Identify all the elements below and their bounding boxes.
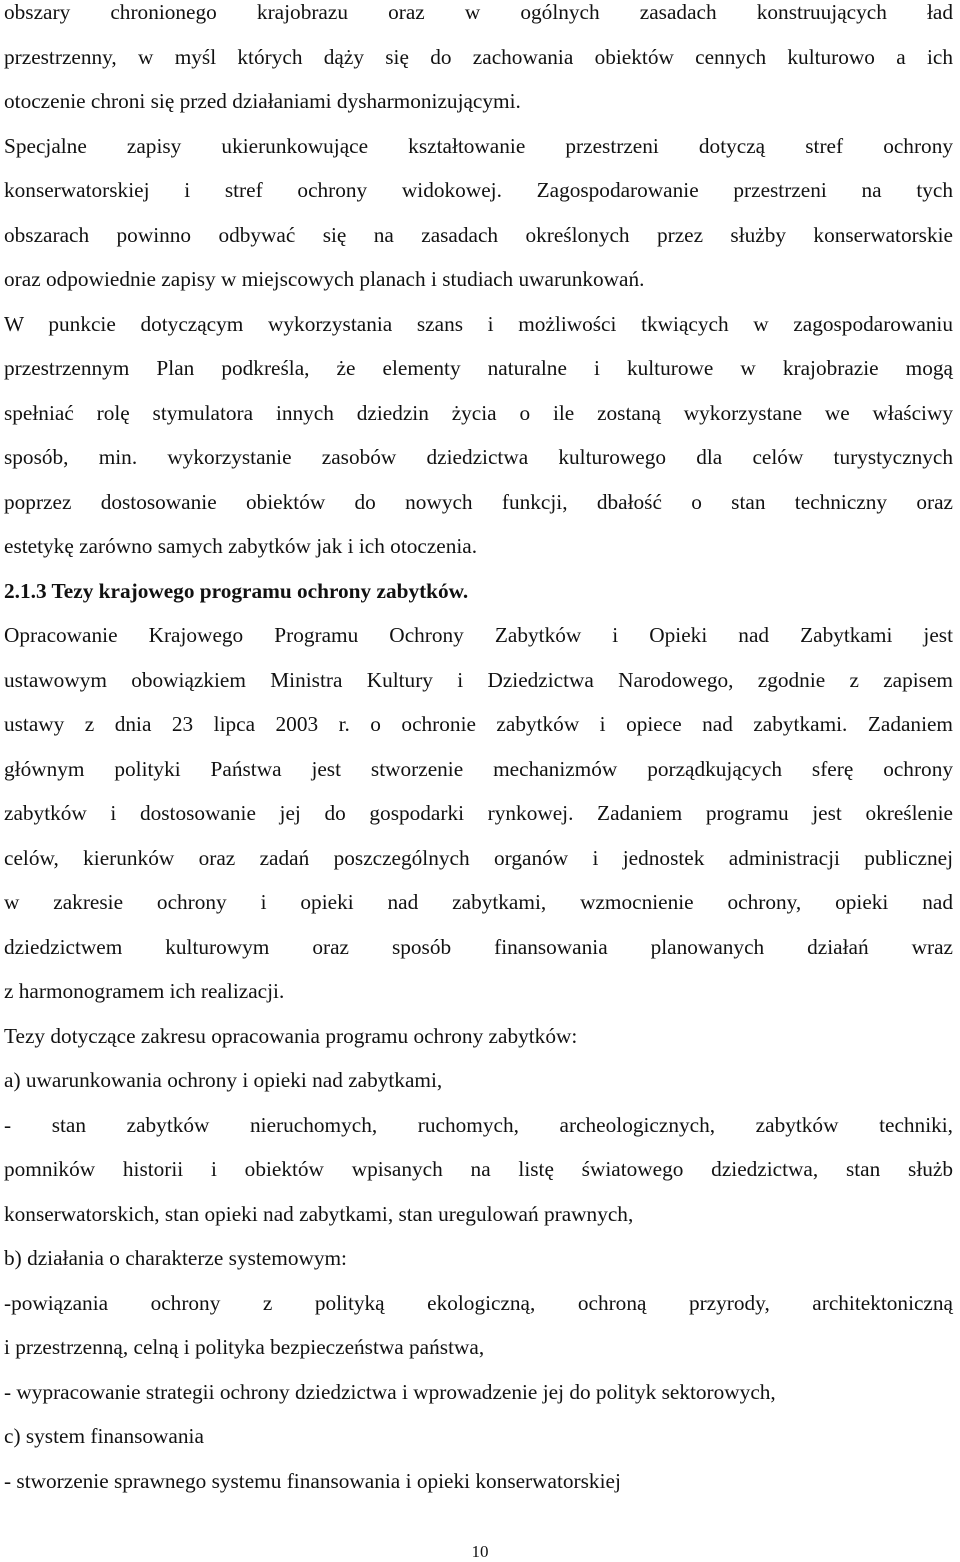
list-item: b) działania o charakterze systemowym: [4, 1246, 347, 1270]
list-item: - stworzenie sprawnego systemu finansowania i opieki konserwatorskiej [4, 1468, 621, 1493]
list-item: -powiązania ochrony z polityką ekologiczną, ochroną przyrody, architektoniczną [4, 1290, 953, 1315]
text-line: w zakresie ochrony i opieki nad zabytkami, wzmocnienie ochrony, opieki nad [4, 890, 953, 914]
document-body [4, 0, 953, 1503]
text-line: dziedzictwem kulturowym oraz sposób finansowania planowanych działań wraz [4, 934, 953, 959]
text-line: obszarach powinno odbywać się na zasadach określonych przez służby konserwatorskie [4, 222, 953, 247]
text-line: otoczenie chroni się przed działaniami dysharmonizującymi. [4, 89, 521, 113]
text-line: konserwatorskiej i stref ochrony widokowej. Zagospodarowanie przestrzeni na tych [4, 178, 953, 202]
text-line: ustawowym obowiązkiem Ministra Kultury i Dziedzictwa Narodowego, zgodnie z zapisem [4, 667, 953, 692]
text-line: Opracowanie Krajowego Programu Ochrony Zabytków i Opieki nad Zabytkami jest [4, 623, 953, 647]
section-heading: 2.1.3 Tezy krajowego programu ochrony zabytków. [4, 578, 469, 603]
text-line: z harmonogramem ich realizacji. [4, 979, 285, 1003]
text-line: głównym polityki Państwa jest stworzenie mechanizmów porządkujących sferę ochrony [4, 756, 953, 781]
list-item: c) system finansowania [4, 1424, 204, 1448]
text-line: przestrzenny, w myśl których dąży się do zachowania obiektów cennych kulturowo a ich [4, 44, 953, 69]
text-line: celów, kierunków oraz zadań poszczególnych organów i jednostek administracji publicznej [4, 845, 953, 870]
text-line: Specjalne zapisy ukierunkowujące kształtowanie przestrzeni dotyczą stref ochrony [4, 133, 953, 158]
list-item: - wypracowanie strategii ochrony dziedzictwa i wprowadzenie jej do polityk sektorowych, [4, 1379, 776, 1404]
text-line: sposób, min. wykorzystanie zasobów dziedzictwa kulturowego dla celów turystycznych [4, 445, 953, 469]
list-item: a) uwarunkowania ochrony i opieki nad zabytkami, [4, 1068, 443, 1092]
text-line: Tezy dotyczące zakresu opracowania programu ochrony zabytków: [4, 1023, 578, 1048]
text-line: obszary chronionego krajobrazu oraz w ogólnych zasadach konstruujących ład [4, 0, 953, 24]
list-item: - stan zabytków nieruchomych, ruchomych, archeologicznych, zabytków techniki, [4, 1112, 953, 1137]
text-line: i przestrzenną, celną i polityka bezpieczeństwa państwa, [4, 1335, 485, 1359]
text-line: oraz odpowiednie zapisy w miejscowych planach i studiach uwarunkowań. [4, 267, 645, 291]
text-line: ustawy z dnia 23 lipca 2003 r. o ochronie zabytków i opiece nad zabytkami. Zadaniem [4, 712, 953, 736]
text-line: zabytków i dostosowanie jej do gospodarki rynkowej. Zadaniem programu jest określenie [4, 801, 953, 825]
text-line: pomników historii i obiektów wpisanych na listę światowego dziedzictwa, stan służb [4, 1157, 953, 1181]
text-line: przestrzennym Plan podkreśla, że elementy naturalne i kulturowe w krajobrazie mogą [4, 356, 953, 380]
text-line: estetykę zarówno samych zabytków jak i ich otoczenia. [4, 534, 478, 558]
text-line: W punkcie dotyczącym wykorzystania szans i możliwości tkwiących w zagospodarowaniu [4, 311, 953, 336]
text-line: konserwatorskich, stan opieki nad zabytkami, stan uregulowań prawnych, [4, 1201, 634, 1226]
text-line: spełniać rolę stymulatora innych dziedzin życia o ile zostaną wykorzystane we właściwy [4, 400, 953, 425]
text-line: poprzez dostosowanie obiektów do nowych funkcji, dbałość o stan techniczny oraz [4, 489, 953, 514]
page-number: 10 [471, 1542, 489, 1561]
